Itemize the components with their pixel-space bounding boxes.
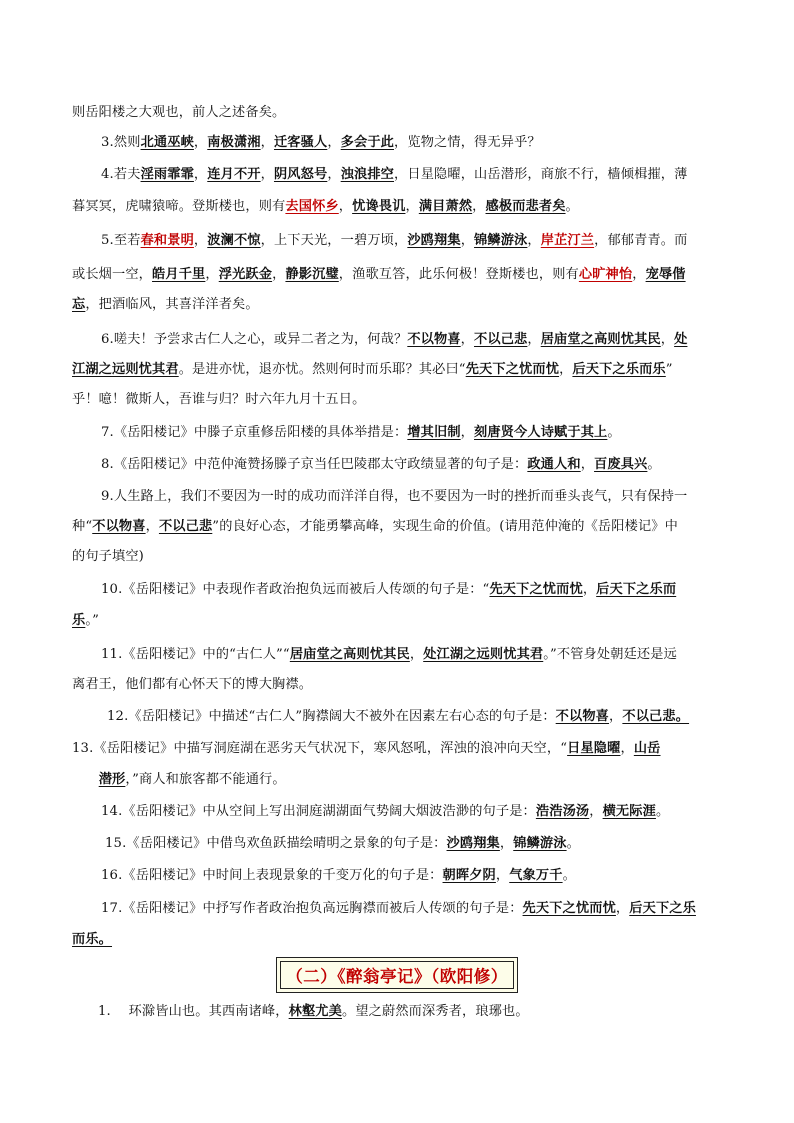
text-segment: 或长烟一空， (72, 267, 153, 282)
text-segment: ， (193, 167, 208, 182)
text-segment: ， (559, 362, 573, 377)
text-segment: ， (272, 267, 286, 282)
text-segment: 。是进亦忧，退亦忧。然则何时而乐耶？其必曰“ (178, 362, 466, 377)
text-line (101, 166, 687, 184)
text-line (72, 266, 686, 284)
text-line (101, 134, 541, 152)
text-segment: 的句子填空) (72, 549, 144, 564)
underlined-answer: 林壑尤美 (288, 1004, 342, 1019)
text-segment: ， (260, 135, 274, 150)
text-line (101, 900, 696, 918)
underlined-answer: 百废具兴 (594, 457, 648, 472)
underlined-answer: 春和景明 (140, 233, 194, 248)
underlined-answer: 横无际涯 (602, 804, 656, 819)
text-segment: 9.人生路上，我们不要因为一时的成功而洋洋自得，也不要因为一时的挫折而垂头丧气，只有保持一 (101, 489, 688, 504)
text-segment: 14.《岳阳楼记》中从空间上写出洞庭湖湖面气势阔大烟波浩渺的句子是： (101, 804, 536, 819)
underlined-answer: 锦鳞游泳 (513, 836, 567, 851)
text-segment: ， (193, 135, 208, 150)
text-segment: 8.《岳阳楼记》中范仲淹赞扬滕子京当任巴陵郡太守政绩显著的句子是： (101, 457, 528, 472)
text-segment: 。” (85, 613, 99, 628)
text-line (101, 803, 669, 821)
text-line (98, 1003, 529, 1021)
text-segment: 。 (565, 199, 579, 214)
text-segment: ， (589, 804, 603, 819)
text-segment: ， (527, 233, 541, 248)
underlined-answer: 不以物喜 (92, 519, 146, 534)
text-segment: ， (460, 425, 475, 440)
text-segment: 。 (607, 425, 621, 440)
text-segment: ，览物之情，得无异乎？ (394, 135, 541, 150)
text-segment: ， (260, 167, 274, 182)
text-segment: ， (460, 332, 475, 347)
text-line (72, 518, 678, 536)
text-segment: 。 (562, 868, 576, 883)
text-segment: ，”商人和旅客都不能通行。 (125, 772, 286, 787)
underlined-answer: 居庙堂之高则忧其民 (289, 647, 410, 662)
underlined-answer: 先天下之忧而忧 (465, 362, 560, 377)
underlined-answer: 先天下之忧而忧 (522, 901, 616, 916)
underlined-answer: 不以物喜 (555, 709, 610, 724)
text-segment: “ (482, 582, 490, 597)
underlined-answer: 锦鳞游泳 (474, 233, 528, 248)
text-line (72, 104, 285, 122)
underlined-answer: 处江湖之远则忧其君 (423, 647, 544, 662)
underlined-answer: 居庙堂之高则忧其民 (540, 332, 661, 347)
text-line (72, 296, 259, 314)
text-segment: ， (582, 582, 597, 597)
text-segment: ” (665, 362, 673, 377)
underlined-answer: 浊浪排空 (340, 167, 395, 182)
text-segment: 4.若夫 (101, 167, 141, 182)
text-segment: ， (499, 836, 514, 851)
text-segment: ，把酒临风，其喜洋洋者矣。 (85, 297, 259, 312)
text-line (72, 740, 661, 758)
text-line (101, 232, 687, 250)
text-segment: 离君王，他们都有心怀天下的博大胸襟。 (72, 677, 313, 692)
text-segment: ，郁郁青青。而 (594, 233, 688, 248)
text-segment: 。”不管身处朝廷还是远 (543, 647, 677, 662)
text-segment (72, 772, 99, 787)
text-line (72, 198, 579, 216)
underlined-answer: 不以己悲 (474, 332, 528, 347)
underlined-answer: 先天下之忧而忧 (489, 582, 583, 597)
underlined-answer: 后天下之乐而乐 (572, 362, 666, 377)
text-segment: 种“ (72, 519, 93, 534)
text-segment: ， (615, 901, 630, 916)
section-heading: （二）《醉翁亭记》（欧阳修） (280, 961, 514, 989)
text-line (72, 771, 286, 789)
underlined-answer: 淫雨霏霏 (140, 167, 194, 182)
text-line (72, 391, 365, 409)
underlined-answer: 山岳 (633, 741, 661, 756)
text-segment: ， (620, 741, 634, 756)
underlined-answer: 朝晖夕阴 (442, 868, 496, 883)
text-segment: ， (660, 332, 675, 347)
text-segment: ， (609, 709, 623, 724)
text-line (101, 867, 576, 885)
text-line (101, 488, 687, 506)
text-line (72, 612, 99, 630)
text-segment: 乎！噫！微斯人，吾谁与归？时六年九月十五日。 (72, 392, 366, 407)
underlined-answer: 迁客骚人 (273, 135, 328, 150)
underlined-answer: 气象万千 (509, 868, 563, 883)
underlined-answer: 不以物喜 (407, 332, 461, 347)
text-segment: ， (327, 167, 341, 182)
text-segment: ，上下天光，一碧万顷， (260, 233, 408, 248)
text-line (105, 835, 580, 853)
underlined-answer: 后天下之乐 (629, 901, 696, 916)
underlined-answer: 后天下之乐而 (596, 582, 677, 597)
underlined-answer: 乐 (72, 613, 86, 628)
text-segment: 13.《岳阳楼记》中描写洞庭湖在恶劣天气状况下，寒风怒吼，浑浊的浪冲向天空，“ (72, 741, 568, 756)
underlined-answer: 政通人和 (527, 457, 581, 472)
text-segment: 6.嗟夫！予尝求古仁人之心，或异二者之为，何哉？ (101, 332, 408, 347)
text-segment: ， (580, 457, 595, 472)
text-line (72, 676, 312, 694)
underlined-answer: 忧谗畏讥 (352, 199, 406, 214)
text-segment: 。 (647, 457, 661, 472)
text-line (107, 708, 689, 726)
underlined-answer: 不以己悲。 (622, 709, 690, 724)
underlined-answer: 浩浩汤汤 (535, 804, 590, 819)
text-line (101, 331, 687, 349)
text-line (101, 646, 677, 664)
underlined-answer: 不以己悲 (158, 519, 213, 534)
text-segment: 12.《岳阳楼记》中描述“古仁人”胸襟阔大不被外在因素左右心态的句子是： (107, 709, 556, 724)
text-segment: 则岳阳楼之大观也，前人之述备矣。 (72, 105, 286, 120)
text-segment: ， (527, 332, 541, 347)
text-segment: ， (632, 267, 646, 282)
underlined-answer: 感极而悲者矣 (485, 199, 566, 214)
text-segment: ， (460, 233, 475, 248)
underlined-answer: 去国怀乡 (285, 199, 339, 214)
underlined-answer: 宠辱偕 (645, 267, 686, 282)
text-segment: 5.至若 (101, 233, 141, 248)
text-segment: ，渔歌互答，此乐何极！登斯楼也，则有 (338, 267, 579, 282)
underlined-answer: 波澜不惊 (207, 233, 261, 248)
text-segment: 17.《岳阳楼记》中抒写作者政治抱负高远胸襟而被后人传颂的句子是： (101, 901, 523, 916)
section-heading-box (276, 957, 518, 993)
underlined-answer: 连月不开 (207, 167, 261, 182)
text-line (72, 361, 673, 379)
text-segment: ， (193, 233, 208, 248)
underlined-answer: 沙鸥翔集 (446, 836, 500, 851)
text-segment: ”的良好心态，才能勇攀高峰，实现生命的价值。(请用范仲淹的《岳阳楼记》中 (212, 519, 678, 534)
underlined-answer: 增其旧制 (407, 425, 461, 440)
text-segment: 。 (655, 804, 670, 819)
text-segment: 。望之蔚然而深秀者，琅琊也。 (341, 1004, 529, 1019)
underlined-answer: 心旷神怡 (578, 267, 633, 282)
text-segment: ， (327, 135, 341, 150)
underlined-answer: 南极潇湘 (207, 135, 261, 150)
underlined-answer: 刻唐贤今人诗赋于其上 (474, 425, 608, 440)
text-line (101, 424, 621, 442)
text-segment: 10.《岳阳楼记》中表现作者政治抱负远而被后人传颂的句子是： (101, 582, 483, 597)
text-line (101, 456, 661, 474)
text-line (72, 548, 144, 566)
underlined-answer: 江湖之远则忧其君 (72, 362, 179, 377)
underlined-answer: 而乐。 (72, 932, 113, 947)
underlined-answer: 静影沉璧 (285, 267, 339, 282)
text-segment: ， (495, 868, 510, 883)
text-segment: ， (338, 199, 353, 214)
text-line (101, 581, 676, 599)
text-segment: 暮冥冥，虎啸猿啼。登斯楼也，则有 (72, 199, 286, 214)
text-segment: 7.《岳阳楼记》中滕子京重修岳阳楼的具体举措是： (101, 425, 408, 440)
text-segment: ，日星隐曜，山岳潜形，商旅不行，樯倾楫摧，薄 (394, 167, 688, 182)
text-segment: 15.《岳阳楼记》中借鸟欢鱼跃描绘晴明之景象的句子是： (105, 836, 447, 851)
text-segment: 1. 环滁皆山也。其西南诸峰， (98, 1004, 289, 1019)
underlined-answer: 多会于此 (340, 135, 395, 150)
underlined-answer: 阴风怒号 (273, 167, 328, 182)
underlined-answer: 潜形 (98, 772, 126, 787)
text-segment: ， (405, 199, 419, 214)
text-segment: 。 (566, 836, 580, 851)
underlined-answer: 忘 (72, 297, 86, 312)
underlined-answer: 沙鸥翔集 (407, 233, 461, 248)
text-segment: ， (145, 519, 159, 534)
underlined-answer: 浮光跃金 (218, 267, 273, 282)
text-line (72, 931, 112, 949)
underlined-answer: 满目萧然 (418, 199, 473, 214)
text-segment: 16.《岳阳楼记》中时间上表现景象的千变万化的句子是： (101, 868, 443, 883)
text-segment: 11.《岳阳楼记》中的“古仁人”“ (101, 647, 290, 662)
text-segment: ， (205, 267, 219, 282)
underlined-answer: 日星隐曜 (567, 741, 621, 756)
text-segment: ， (409, 647, 424, 662)
underlined-answer: 岸芷汀兰 (540, 233, 595, 248)
underlined-answer: 皓月千里 (152, 267, 206, 282)
underlined-answer: 北通巫峡 (140, 135, 194, 150)
underlined-answer: 处 (674, 332, 688, 347)
text-segment: ， (472, 199, 486, 214)
text-segment: 3.然则 (101, 135, 141, 150)
